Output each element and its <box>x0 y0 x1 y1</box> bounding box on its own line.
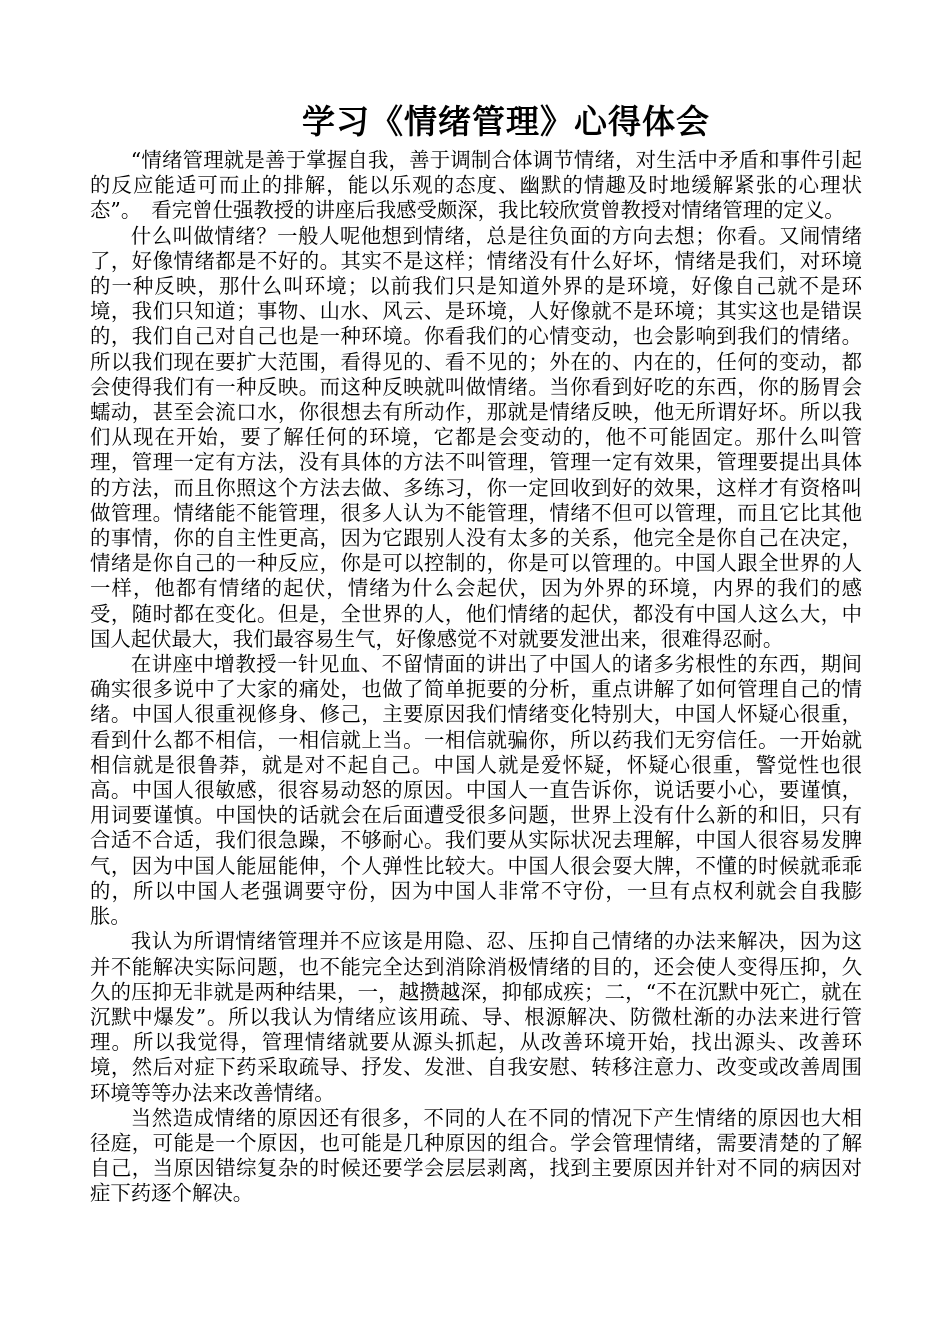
paragraph-definition: “情绪管理就是善于掌握自我，善于调制合体调节情绪，对生活中矛盾和事件引起的反应能适可而止的排解，能以乐观的态度、幽默的情趣及时地缓解紧张的心理状态”。 看完曾仕强教授的讲座后我感受颇深，我比较欣赏曾教授对情绪管理的定义。 <box>90 148 862 223</box>
paragraph-what-is-emotion: 什么叫做情绪？一般人呢他想到情绪，总是往负面的方向去想；你看。又闹情绪了，好像情绪都是不好的。其实不是这样；情绪没有什么好坏，情绪是我们，对环境的一种反映，那什么叫环境；以前我们只是知道外界的是环境，好像自己就不是环境，我们只知道；事物、山水、风云、是环境，人好像就不是环境；其实这也是错误的，我们自己对自己也是一种环境。你看我们的心情变动，也会影响到我们的情绪。所以我们现在要扩大范围，看得见的、看不见的；外在的、内在的，任何的变动，都会使得我们有一种反映。而这种反映就叫做情绪。当你看到好吃的东西，你的肠胃会蠕动，甚至会流口水，你很想去有所动作，那就是情绪反映，他无所谓好坏。所以我们从现在开始，要了解任何的环境，它都是会变动的，他不可能固定。那什么叫管理，管理一定有方法，没有具体的方法不叫管理，管理一定有效果，管理要提出具体的方法，而且你照这个方法去做、多练习，你一定回收到好的效果，这样才有资格叫做管理。情绪能不能管理，很多人认为不能管理，情绪不但可以管理，而且它比其他的事情，你的自主性更高，因为它跟别人没有太多的关系，他完全是你自己在决定，情绪是你自己的一种反应，你是可以控制的，你是可以管理的。中国人跟全世界的人一样，他都有情绪的起伏，情绪为什么会起伏，因为外界的环境，内界的我们的感受，随时都在变化。但是，全世界的人，他们情绪的起伏，都没有中国人这么大，中国人起伏最大，我们最容易生气，好像感觉不对就要发泄出来，很难得忍耐。 <box>90 223 862 651</box>
document-page <box>90 100 862 1207</box>
paragraph-conclusion: 当然造成情绪的原因还有很多，不同的人在不同的情况下产生情绪的原因也大相径庭，可能是一个原因，也可能是几种原因的组合。学会管理情绪，需要清楚的了解自己，当原因错综复杂的时候还要学会层层剥离，找到主要原因并针对不同的病因对症下药逐个解决。 <box>90 1105 862 1206</box>
paragraph-lecture-analysis: 在讲座中增教授一针见血、不留情面的讲出了中国人的诸多劣根性的东西，期间确实很多说中了大家的痛处，也做了简单扼要的分析，重点讲解了如何管理自己的情绪。中国人很重视修身、修己，主要原因我们情绪变化特别大，中国人怀疑心很重，看到什么都不相信，一相信就上当。一相信就骗你，所以药我们无穷信任。一开始就相信就是很鲁莽，就是对不起自己。中国人就是爱怀疑，怀疑心很重，警觉性也很高。中国人很敏感，很容易动怒的原因。中国人一直告诉你，说话要小心，要谨慎，用词要谨慎。中国快的话就会在后面遭受很多问题，世界上没有什么新的和旧，只有合适不合适，我们很急躁，不够耐心。我们要从实际状况去理解，中国人很容易发脾气，因为中国人能屈能伸，个人弹性比较大。中国人很会耍大牌，不懂的时候就乖乖的，所以中国人老强调要守份，因为中国人非常不守份，一旦有点权利就会自我膨胀。 <box>90 652 862 929</box>
document-title: 学习《情绪管理》心得体会 <box>302 102 710 141</box>
paragraph-my-view: 我认为所谓情绪管理并不应该是用隐、忍、压抑自己情绪的办法来解决，因为这并不能解决实际问题，也不能完全达到消除消极情绪的目的，还会使人变得压抑，久久的压抑无非就是两种结果，一，越攒越深，抑郁成疾；二，“不在沉默中死亡，就在沉默中爆发”。所以我认为情绪应该用疏、导、根源解决、防微杜渐的办法来进行管理。所以我觉得，管理情绪就要从源头抓起，从改善环境开始，找出源头、改善环境，然后对症下药采取疏导、抒发、发泄、自我安慰、转移注意力、改变或改善周围环境等等办法来改善情绪。 <box>90 929 862 1105</box>
